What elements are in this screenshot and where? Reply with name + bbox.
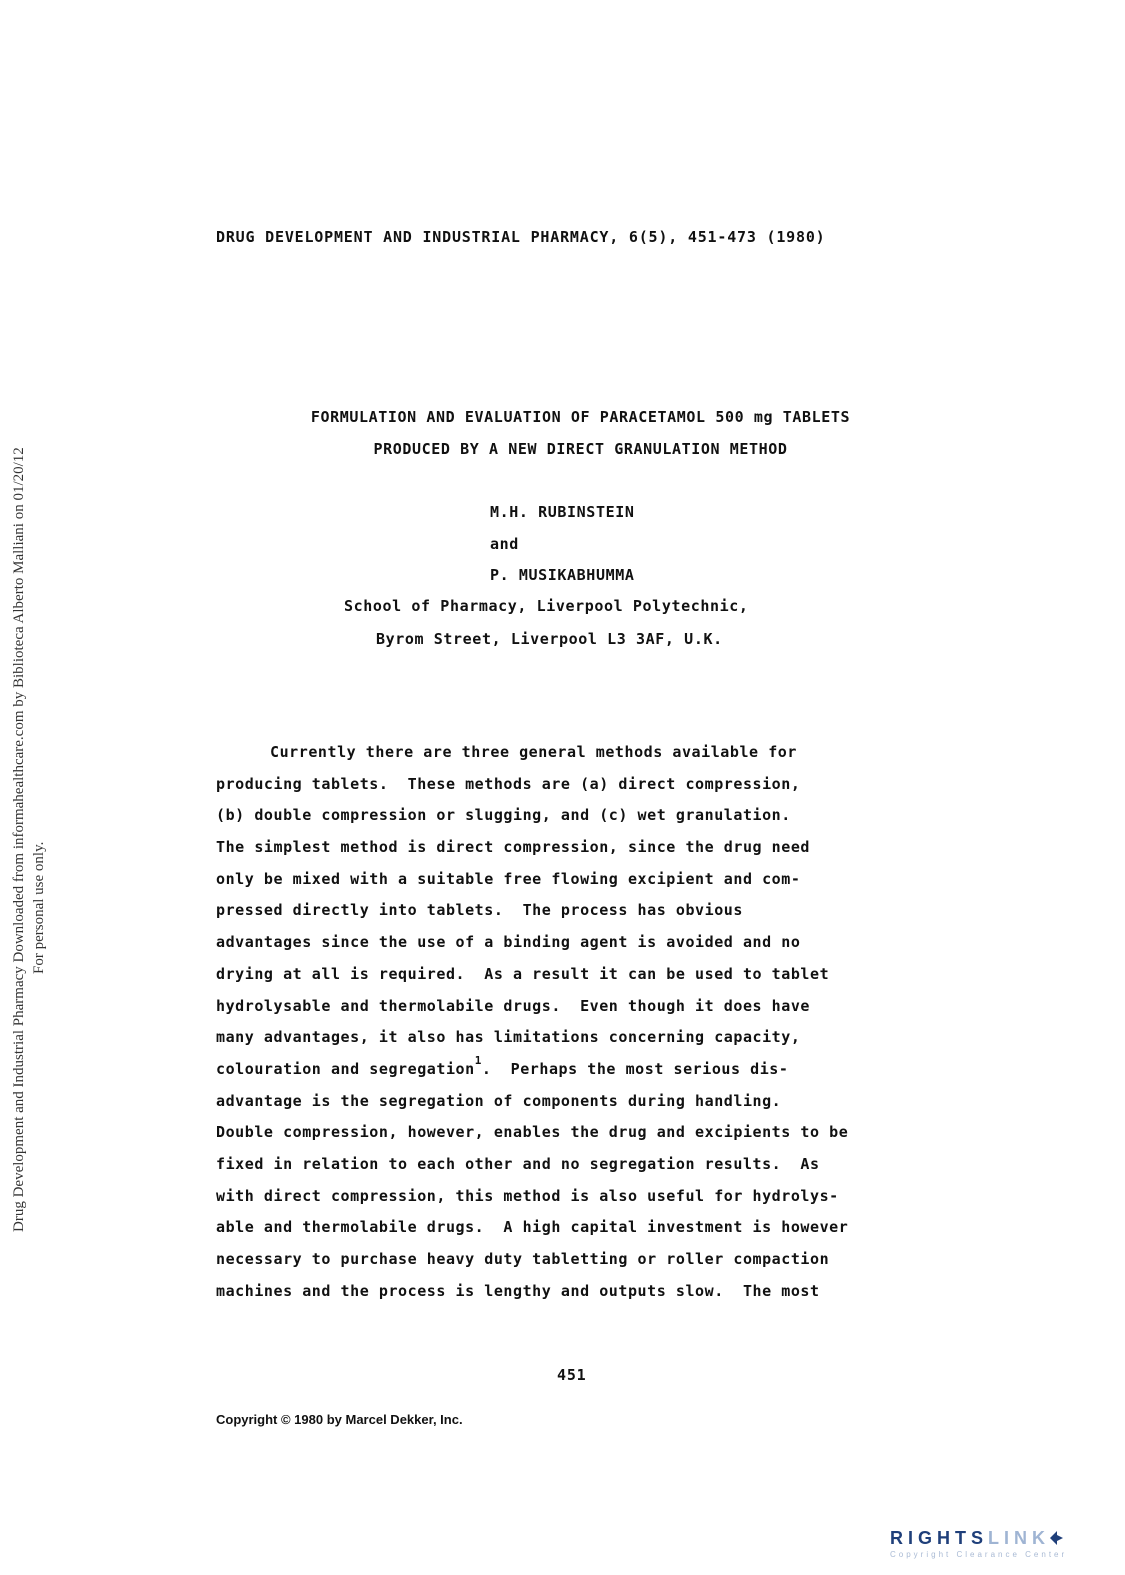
body-line: able and thermolabile drugs. A high capital investment is however xyxy=(216,1218,849,1237)
body-line-with-citation xyxy=(216,1053,916,1092)
body-line-tail: . Perhaps the most serious dis- xyxy=(481,1059,789,1078)
article-title-line-2: PRODUCED BY A NEW DIRECT GRANULATION METHOD xyxy=(373,440,788,458)
body-line: drying at all is required. As a result it can be used to tablet xyxy=(216,964,830,983)
rightslink-subtitle: Copyright Clearance Center xyxy=(890,1550,1068,1559)
author-2: P. MUSIKABHUMMA xyxy=(490,566,635,584)
body-line: Currently there are three general methods available for xyxy=(270,743,797,761)
citation-superscript: 1 xyxy=(474,1053,482,1067)
body-line: Double compression, however, enables the drug and excipients to be xyxy=(216,1123,849,1142)
body-paragraph xyxy=(216,743,916,1313)
rightslink-wordmark-b: LINK xyxy=(988,1528,1051,1548)
copyright-notice: Copyright © 1980 by Marcel Dekker, Inc. xyxy=(216,1412,463,1427)
affiliation-line-1: School of Pharmacy, Liverpool Polytechnic, xyxy=(344,597,749,615)
body-line: hydrolysable and thermolabile drugs. Even though it does have xyxy=(216,996,811,1015)
body-line: many advantages, it also has limitations concerning capacity, xyxy=(216,1028,801,1047)
body-line: advantages since the use of a binding agent is avoided and no xyxy=(216,933,801,952)
affiliation-line-2: Byrom Street, Liverpool L3 3AF, U.K. xyxy=(376,630,723,648)
rightslink-wordmark-a: RIGHTS xyxy=(890,1528,989,1548)
page-number: 451 xyxy=(557,1366,587,1384)
rightslink-logo[interactable] xyxy=(890,1528,1125,1570)
body-line: pressed directly into tablets. The process has obvious xyxy=(216,901,743,920)
author-1: M.H. RUBINSTEIN xyxy=(490,503,635,521)
body-line: (b) double compression or slugging, and (c) wet granulation. xyxy=(216,806,791,825)
rightslink-wordmark xyxy=(890,1528,1125,1549)
body-line-text: colouration and segregation xyxy=(216,1059,475,1078)
journal-citation-header: DRUG DEVELOPMENT AND INDUSTRIAL PHARMACY, 6(5), 451-473 (1980) xyxy=(216,228,826,246)
body-line: The simplest method is direct compression, since the drug need xyxy=(216,838,811,857)
body-line: with direct compression, this method is also useful for hydrolys- xyxy=(216,1186,839,1205)
author-conjunction: and xyxy=(490,535,519,553)
article-title-line-1: FORMULATION AND EVALUATION OF PARACETAMOL 500 mg TABLETS xyxy=(310,408,851,426)
body-line: only be mixed with a suitable free flowing excipient and com- xyxy=(216,869,801,888)
download-watermark-line-2: For personal use only. xyxy=(31,841,47,974)
body-line: necessary to purchase heavy duty tabletting or roller compaction xyxy=(216,1250,830,1268)
body-line: machines and the process is lengthy and outputs slow. The most xyxy=(216,1281,820,1300)
download-watermark-line-1: Drug Development and Industrial Pharmacy Downloaded from informahealthcare.com by Biblioteca Alberto Malliani on 01/20/12 xyxy=(11,447,27,1232)
rightslink-arrow-icon xyxy=(1048,1529,1064,1547)
body-line: fixed in relation to each other and no segregation results. As xyxy=(216,1154,820,1173)
body-line: advantage is the segregation of components during handling. xyxy=(216,1091,782,1110)
body-line: producing tablets. These methods are (a) direct compression, xyxy=(216,774,801,793)
